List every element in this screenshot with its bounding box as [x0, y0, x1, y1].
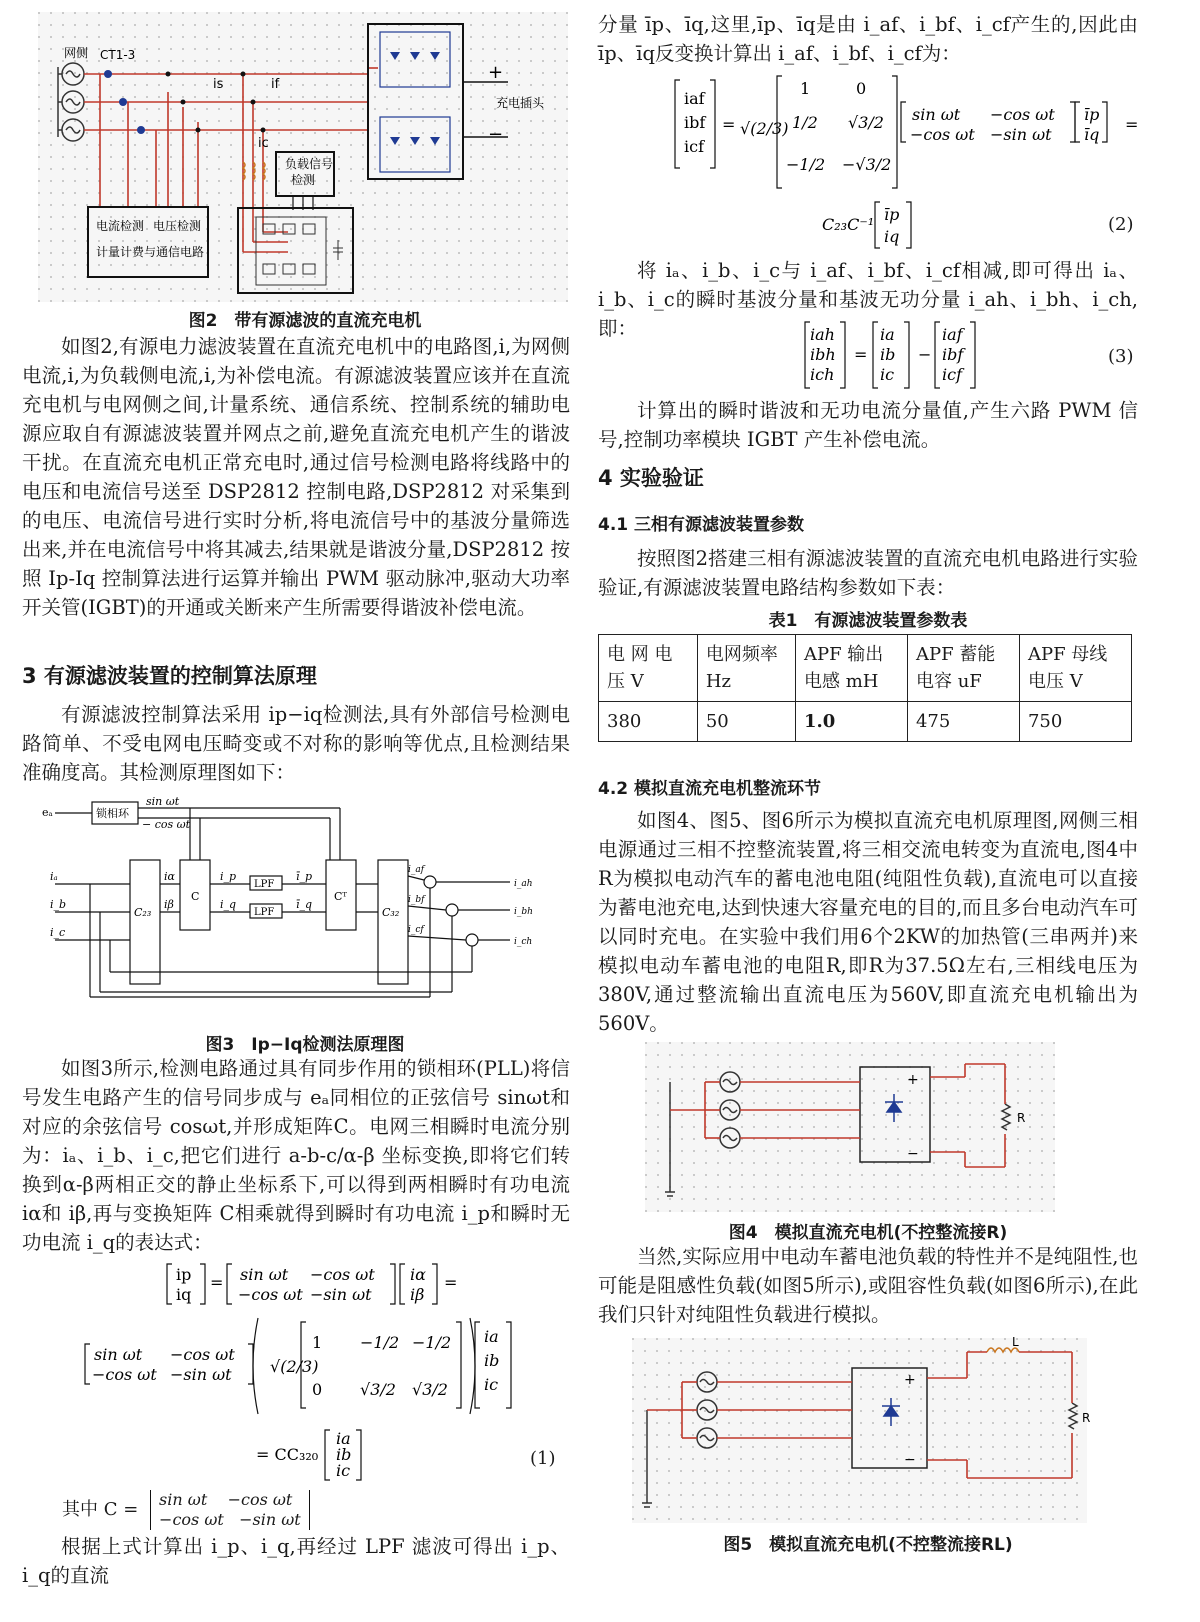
apf-parameter-table: [598, 634, 1132, 742]
svg-text:−cos ωt: −cos ωt: [170, 1345, 235, 1364]
figure-5-caption: 图5 模拟直流充电机(不控整流接RL): [723, 1535, 1013, 1555]
svg-text:−cos ωt: −cos ωt: [990, 105, 1055, 124]
paragraph-load-types: 当然,实际应用中电动车蓄电池负载的特性并不是纯阻性,也可能是阻感性负载(如图5所示),或阻容性负载(如图6所示),在此我们只针对纯阻性负载进行模拟。: [598, 1245, 1138, 1326]
svg-text:0: 0: [312, 1380, 323, 1399]
eq-c-prefix: 其中 C =: [62, 1499, 139, 1520]
svg-text:ic: ic: [336, 1461, 351, 1480]
fig2-if-label: if: [271, 77, 280, 92]
figure-4-circuit: [645, 1042, 1055, 1212]
svg-text:iq: iq: [884, 227, 900, 246]
fig2-load-signal-label: 负载信号: [285, 157, 334, 171]
paragraph-subtract: 将 iₐ、i_b、i_c与 i_af、i_bf、i_cf相减,即可得出 iₐ、i_b、i_c的瞬时基波分量和基波无功分量 i_ah、i_bh、i_ch,即：: [598, 259, 1138, 340]
table-header-cell: APF 输出电感 mH: [795, 635, 907, 702]
svg-text:√(2/3): √(2/3): [740, 119, 789, 138]
svg-text:√3/2: √3/2: [360, 1380, 396, 1399]
svg-text:ia: ia: [880, 325, 895, 344]
section-4-1-title: 4.1 三相有源滤波装置参数: [598, 515, 805, 535]
fig3-ip-label: i_p: [220, 870, 237, 883]
figure-2-caption: 图2 带有源滤波的直流充电机: [188, 311, 422, 331]
svg-text:−cos ωt: −cos ωt: [92, 1365, 157, 1384]
fig3-c32-label: C₃₂: [382, 906, 400, 919]
fig3-iaf-label: i_af: [408, 865, 425, 875]
svg-text:ia: ia: [336, 1429, 351, 1448]
svg-text:−: −: [918, 345, 932, 364]
svg-text:−cos ωt: −cos ωt: [238, 1285, 303, 1304]
svg-text:īp: īp: [884, 205, 900, 224]
svg-text:sin ωt: sin ωt: [94, 1345, 143, 1364]
svg-text:ibf: ibf: [942, 345, 964, 364]
fig3-sin-label: sin ωt: [146, 795, 180, 808]
eq1-tail: = CC₃₂₀: [256, 1445, 319, 1464]
svg-text:−1/2: −1/2: [360, 1333, 400, 1352]
svg-text:√3/2: √3/2: [848, 113, 884, 132]
svg-text:−cos ωt: −cos ωt: [310, 1265, 375, 1284]
svg-text:ia: ia: [484, 1327, 499, 1346]
paragraph-rectifier: 如图4、图5、图6所示为模拟直流充电机原理图,网侧三相电源通过三相不控整流装置,将三相交流电转变为直流电,图4中R为模拟电动汽车的蓄电池电阻(纯阻性负载),直流电可以直接为蓄电池充电,达到快速大容量充电的目的,而且多台电动汽车可以同时充电。在实验中我们用6个2KW的加热管(三串两并)来模拟电动车蓄电池的电阻R,即R为37.5Ω左右,三相线电压为380V,通过整流输出直流电压为560V,即直流充电机输出为560V。: [598, 809, 1138, 1035]
paragraph-experiment-setup: 按照图2搭建三相有源滤波装置的直流充电机电路进行实验验证,有源滤波装置电路结构参数如下表：: [598, 547, 1138, 599]
paragraph-pwm: 计算出的瞬时谐波和无功电流分量值,产生六路 PWM 信号,控制功率模块 IGBT 产生补偿电流。: [598, 399, 1138, 451]
table-header-cell: 电 网 电压 V: [599, 635, 698, 702]
paragraph-fig2-description: 如图2,有源电力滤波装置在直流充电机中的电路图,i,为网侧电流,i,为负载侧电流,i,为补偿电流。有源滤波装置应该并在直流充电机与电网侧之间,计量系统、通信系统、控制系统的辅助电源应取自有源滤波装置并网点之前,避免直流充电机产生的谐波干扰。在直流充电机正常充电时,通过信号检测电路将线路中的电压和电流信号送至 DSP2812 控制电路,DSP2812 对采集到的电压、电流信号进行实时分析,将电流信号中的基波分量筛选出来,并在电流信号中将其减去,结果就是谐波分量,DSP2812 按照 Ip-Iq 控制算法进行运算并输出 PWM 驱动脉冲,驱动大功率开关管(IGBT)的开通或关断来产生所需要得谐波补偿电流。: [22, 335, 570, 619]
fig2-current-detect-label: 电流检测: [96, 219, 145, 233]
svg-text:−sin ωt: −sin ωt: [990, 125, 1052, 144]
svg-text:0: 0: [856, 79, 867, 98]
svg-text:1: 1: [800, 79, 811, 98]
fig4-plus-label: +: [907, 1072, 919, 1088]
figure-2-circuit: [38, 12, 568, 302]
fig2-ct-label: CT1-3: [100, 48, 136, 62]
fig3-ct-label: Cᵀ: [334, 890, 348, 903]
table-1-caption: 表1 有源滤波装置参数表: [768, 611, 968, 631]
svg-text:−1/2: −1/2: [786, 155, 826, 174]
svg-text:C₂₃C⁻¹: C₂₃C⁻¹: [822, 215, 875, 234]
fig3-ibeta-label: iβ: [164, 898, 174, 911]
fig2-charge-plug-label: 充电插头: [496, 96, 545, 110]
fig3-ibf-label: i_bf: [408, 895, 425, 905]
svg-text:iα: iα: [410, 1265, 426, 1284]
svg-text:īq: īq: [1084, 125, 1100, 144]
fig3-c23-label: C₂₃: [134, 906, 152, 919]
svg-text:ic: ic: [880, 365, 895, 384]
svg-text:icf: icf: [684, 137, 704, 156]
paragraph-pll-description: 如图3所示,检测电路通过具有同步作用的锁相环(PLL)将信号发生电路产生的信号同步成与 eₐ同相位的正弦信号 sinωt和对应的余弦信号 cosωt,并形成矩阵C。电网三相瞬时电流分别为：iₐ、i_b、i_c,把它们进行 a-b-c/α-β 坐标变换,即将它们转换到α-β两相正交的静止坐标系下,可以得到两相瞬时有功电流 iα和 iβ,再与变换矩阵 C相乘就得到瞬时有功电流 i_p和瞬时无功电流 i_q的表达式：: [22, 1057, 570, 1254]
fig5-r-label: R: [1082, 1411, 1091, 1425]
fig3-ia-label: iₐ: [50, 870, 58, 883]
fig3-lpf-label-2: LPF: [254, 907, 275, 918]
svg-text:=: =: [854, 345, 868, 364]
svg-text:ibh: ibh: [810, 345, 836, 364]
fig3-ib-label: i_b: [50, 898, 67, 911]
svg-text:−√3/2: −√3/2: [842, 155, 892, 174]
fig2-ic-label: ic: [258, 136, 269, 151]
fig3-cos-label: − cos ωt: [142, 818, 191, 831]
svg-text:īp: īp: [1084, 105, 1100, 124]
figure-3-caption: 图3 Ip−Iq检测法原理图: [205, 1035, 405, 1055]
svg-text:ibf: ibf: [684, 113, 706, 132]
fig3-c-label: C: [191, 890, 200, 903]
svg-text:iq: iq: [176, 1285, 192, 1304]
figure-4-caption: 图4 模拟直流充电机(不控整流接R): [728, 1223, 1008, 1243]
svg-text:−sin ωt: −sin ωt: [310, 1285, 372, 1304]
svg-text:−1/2: −1/2: [412, 1333, 452, 1352]
fig2-is-label: is: [213, 77, 224, 92]
equation-1-number: (1): [530, 1448, 556, 1469]
table-header-cell: APF 蓄能电容 uF: [907, 635, 1019, 702]
svg-text:icf: icf: [942, 365, 962, 384]
fig2-load-signal-label-2: 检测: [291, 173, 316, 187]
svg-text:iah: iah: [810, 325, 835, 344]
equation-2-number: (2): [1108, 214, 1134, 235]
svg-text:iβ: iβ: [410, 1285, 425, 1304]
fig4-minus-label: −: [907, 1146, 919, 1162]
svg-text:sin ωt: sin ωt: [240, 1265, 289, 1284]
svg-text:√3/2: √3/2: [412, 1380, 448, 1399]
svg-text:iaf: iaf: [684, 89, 705, 108]
svg-text:iaf: iaf: [942, 325, 963, 344]
equation-3-number: (3): [1108, 346, 1134, 367]
table-header-cell: APF 母线电压 V: [1019, 635, 1131, 702]
table-header-row: [599, 635, 1132, 702]
fig3-icf-label: i_cf: [408, 925, 424, 935]
fig2-voltage-detect-label: 电压检测: [153, 219, 202, 233]
figure-5-circuit: [632, 1335, 1091, 1523]
equation-1: [60, 1260, 560, 1480]
fig5-plus-label: +: [904, 1372, 916, 1388]
svg-text:ib: ib: [880, 345, 896, 364]
fig3-ipbar-label: ī_p: [296, 870, 313, 883]
table-cell: 750: [1019, 702, 1131, 742]
table-cell: 1.0: [795, 702, 907, 742]
section-4-title: 4 实验验证: [598, 466, 704, 490]
svg-text:=: =: [444, 1273, 458, 1292]
svg-text:=: =: [1125, 115, 1139, 134]
paragraph-lpf: 根据上式计算出 i_p、i_q,再经过 LPF 滤波可得出 i_p、i_q的直流: [22, 1535, 570, 1587]
table-cell: 50: [697, 702, 795, 742]
svg-text:√(2/3): √(2/3): [270, 1357, 319, 1376]
svg-text:ib: ib: [484, 1351, 500, 1370]
fig3-lpf-label-1: LPF: [254, 879, 275, 890]
fig3-iq-label: i_q: [220, 898, 237, 911]
svg-text:=: =: [210, 1273, 224, 1292]
svg-text:ic: ic: [484, 1375, 499, 1394]
fig2-plus-label: +: [488, 62, 504, 83]
fig5-minus-label: −: [904, 1452, 916, 1468]
svg-text:−cos ωt: −cos ωt: [910, 125, 975, 144]
fig3-pll-label: 锁相环: [96, 807, 129, 820]
fig2-metering-label: 计量计费与通信电路: [96, 245, 205, 259]
fig2-grid-label: 网侧: [64, 46, 89, 60]
fig5-l-label: L: [1012, 1335, 1019, 1349]
fig3-iah-label: i_ah: [514, 879, 533, 889]
svg-text:ich: ich: [810, 365, 835, 384]
svg-text:sin ωt: sin ωt: [912, 105, 961, 124]
equation-3: [800, 318, 1000, 393]
fig3-ic-label: i_c: [50, 926, 66, 939]
table-header-cell: 电网频率 Hz: [697, 635, 795, 702]
equation-2: [670, 72, 1140, 257]
svg-text:1/2: 1/2: [792, 113, 818, 132]
fig3-ialpha-label: iα: [164, 870, 175, 883]
fig3-ibh-label: i_bh: [514, 907, 533, 917]
svg-text:ib: ib: [336, 1445, 352, 1464]
svg-text:−sin ωt: −sin ωt: [170, 1365, 232, 1384]
svg-text:=: =: [722, 115, 736, 134]
paragraph-dc-components: 分量 īp、īq,这里,īp、īq是由 i_af、i_bf、i_cf产生的,因此由 īp、īq反变换计算出 i_af、i_bf、i_cf为：: [598, 13, 1138, 65]
equation-c-definition: 其中 C = sin ωt −cos ωt −cos ωt −sin ωt: [62, 1490, 310, 1530]
fig3-iqbar-label: ī_q: [296, 898, 313, 911]
section-3-title: 3 有源滤波装置的控制算法原理: [22, 664, 317, 688]
figure-3-block-diagram: [40, 792, 570, 1022]
fig4-r-label: R: [1017, 1111, 1026, 1125]
table-cell: 475: [907, 702, 1019, 742]
fig3-ea-label: eₐ: [42, 806, 53, 819]
fig2-minus-label: −: [488, 124, 504, 145]
svg-text:ip: ip: [176, 1265, 192, 1284]
table-cell: 380: [599, 702, 698, 742]
section-4-2-title: 4.2 模拟直流充电机整流环节: [598, 779, 822, 799]
svg-text:1: 1: [312, 1333, 323, 1352]
table-row: [599, 702, 1132, 742]
fig3-ich-label: i_ch: [514, 937, 533, 947]
paragraph-ipiq-method: 有源滤波控制算法采用 ip−iq检测法,具有外部信号检测电路简单、不受电网电压畸变或不对称的影响等优点,且检测结果准确度高。其检测原理图如下：: [22, 703, 570, 784]
